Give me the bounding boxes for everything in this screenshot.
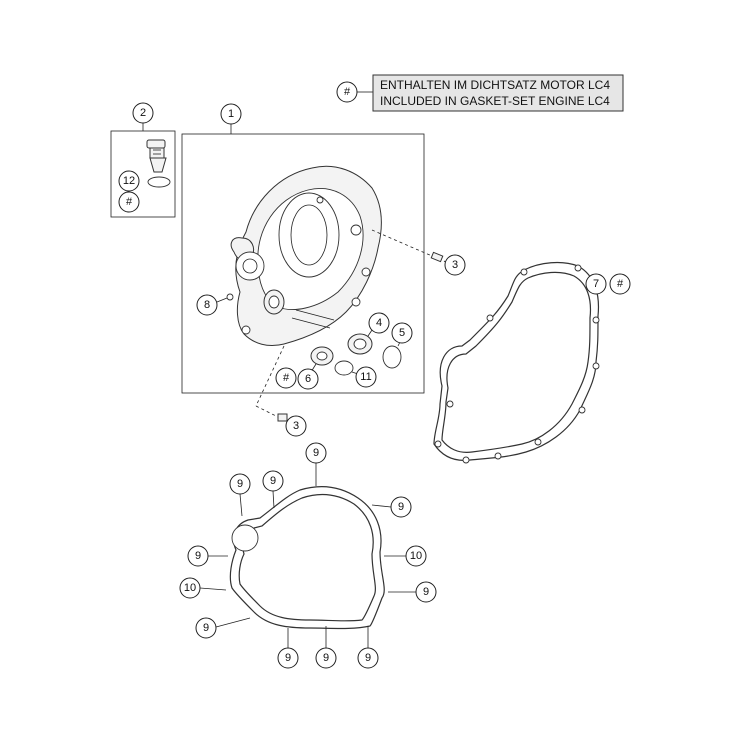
callout-4	[369, 313, 389, 333]
callout-9-bottom-3	[358, 648, 378, 668]
part-8	[227, 294, 233, 300]
callout-label: 9	[312, 447, 320, 459]
part-2-group	[111, 103, 175, 217]
callout-label: 9	[236, 478, 244, 490]
callout-7-hash	[610, 274, 630, 294]
leader-8	[217, 298, 227, 302]
gasket-lower-port	[232, 525, 258, 551]
screw-3-lower	[278, 414, 287, 421]
screw-3-upper-group	[372, 230, 465, 275]
callout-label: 9	[322, 652, 330, 664]
callout-label: 12	[122, 175, 136, 187]
callout-2-hash	[119, 192, 139, 212]
callout-6	[298, 369, 318, 389]
cover-dome	[279, 193, 339, 277]
part-1-group	[182, 104, 424, 393]
callout-label: 4	[375, 317, 383, 329]
part-11-ring	[335, 361, 353, 375]
callout-10-right	[406, 546, 426, 566]
callout-8	[197, 295, 217, 315]
callout-label: 6	[304, 373, 312, 385]
callout-label: 3	[292, 420, 300, 432]
oil-filler-plug	[147, 140, 166, 172]
callout-label: #	[616, 278, 624, 290]
callout-12	[119, 171, 139, 191]
part-7-gasket-group	[434, 263, 630, 463]
callout-label: 5	[398, 327, 406, 339]
callout-5	[392, 323, 412, 343]
callout-9-bottom-2	[316, 648, 336, 668]
callout-9-bottom-left	[196, 618, 216, 638]
callout-label: 9	[194, 550, 202, 562]
callout-label: #	[282, 372, 290, 384]
callout-3-lower	[286, 416, 306, 436]
legend	[337, 75, 623, 111]
callout-9-bottom-1	[278, 648, 298, 668]
legend-text-en: INCLUDED IN GASKET-SET ENGINE LC4	[380, 94, 610, 108]
callout-label: 9	[397, 501, 405, 513]
callout-7	[586, 274, 606, 294]
callout-label: 11	[360, 371, 372, 383]
callout-label: 9	[284, 652, 292, 664]
gasket-lower-inner	[239, 495, 375, 621]
callout-9-left-1	[188, 546, 208, 566]
callout-1	[221, 104, 241, 124]
callout-9-top	[306, 443, 326, 463]
callout-9-right-1	[391, 497, 411, 517]
o-ring-12	[148, 177, 170, 187]
callout-label: 8	[203, 299, 211, 311]
callout-label: 3	[451, 259, 459, 271]
callout-10-left	[180, 578, 200, 598]
gasket-lower-outer	[230, 487, 384, 629]
callout-6-hash	[276, 368, 296, 388]
callout-label: 1	[227, 108, 235, 120]
lower-gasket-group	[180, 443, 436, 668]
callout-label: 9	[364, 652, 372, 664]
callout-label: 9	[269, 475, 277, 487]
callout-label: 9	[202, 622, 210, 634]
screw-3-upper	[431, 252, 443, 261]
callout-9-top-left-2	[263, 471, 283, 491]
callout-label: 7	[592, 278, 600, 290]
clutch-cover	[231, 166, 381, 345]
callout-11	[356, 367, 376, 387]
callout-label: 10	[183, 582, 197, 594]
callout-label: 9	[422, 586, 430, 598]
part-5-ring	[383, 346, 401, 368]
legend-symbol-callout	[337, 82, 357, 102]
cover-boss	[236, 252, 264, 280]
callout-label: 2	[139, 107, 147, 119]
callout-label: #	[125, 196, 133, 208]
legend-text-de: ENTHALTEN IM DICHTSATZ MOTOR LC4	[380, 78, 611, 92]
legend-symbol: #	[343, 86, 351, 98]
callout-3-upper	[445, 255, 465, 275]
callout-label: 10	[409, 550, 423, 562]
screw-3-lower-group	[256, 346, 306, 436]
callout-2	[133, 103, 153, 123]
callout-9-right-2	[416, 582, 436, 602]
callout-9-top-left-1	[230, 474, 250, 494]
